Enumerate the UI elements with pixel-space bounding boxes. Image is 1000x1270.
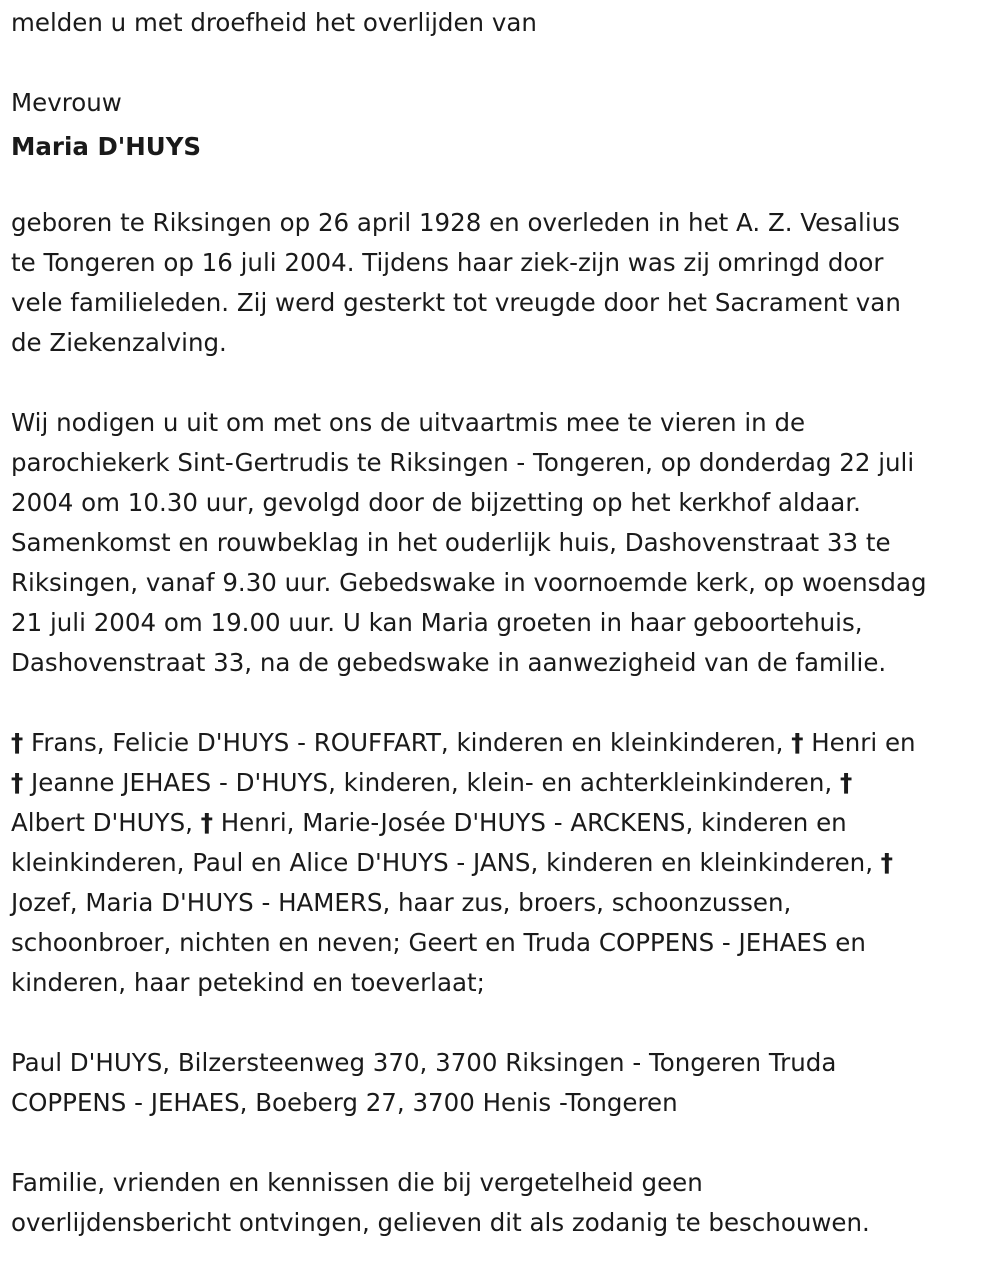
paragraph-line: [11, 723, 996, 763]
cross-icon: †: [839, 768, 853, 797]
family-text: Henri en: [803, 728, 916, 757]
paragraph-line: COPPENS - JEHAES, Boeberg 27, 3700 Henis -Tongeren: [11, 1088, 678, 1117]
family-text: Jeanne JEHAES - D'HUYS, kinderen, klein- en achterkleinkinderen,: [23, 768, 840, 797]
paragraph-line: [11, 803, 996, 843]
paragraph-line: Paul D'HUYS, Bilzersteenweg 370, 3700 Riksingen - Tongeren Truda: [11, 1048, 837, 1077]
paragraph-line: 2004 om 10.30 uur, gevolgd door de bijzetting op het kerkhof aldaar.: [11, 488, 861, 517]
family-text: Henri, Marie-Josée D'HUYS - ARCKENS, kinderen en: [212, 808, 847, 837]
salutation: Mevrouw: [11, 88, 122, 117]
paragraph-line: schoonbroer, nichten en neven; Geert en Truda COPPENS - JEHAES en: [11, 928, 866, 957]
paragraph-line: parochiekerk Sint-Gertrudis te Riksingen - Tongeren, op donderdag 22 juli: [11, 448, 915, 477]
spacer: [11, 683, 996, 723]
paragraph-line: vele familieleden. Zij werd gesterkt tot vreugde door het Sacrament van: [11, 288, 901, 317]
closing-paragraph: [11, 1163, 996, 1243]
cross-icon: †: [880, 848, 894, 877]
spacer: [11, 1123, 996, 1163]
family-paragraph: [11, 723, 996, 1003]
paragraph-line: Dashovenstraat 33, na de gebedswake in aanwezigheid van de familie.: [11, 648, 887, 677]
paragraph-line: te Tongeren op 16 juli 2004. Tijdens haar ziek-zijn was zij omringd door: [11, 248, 884, 277]
spacer: [11, 43, 996, 83]
paragraph-line: Jozef, Maria D'HUYS - HAMERS, haar zus, broers, schoonzussen,: [11, 888, 792, 917]
addresses-paragraph: [11, 1043, 996, 1123]
paragraph-line: Riksingen, vanaf 9.30 uur. Gebedswake in voornoemde kerk, op woensdag: [11, 568, 927, 597]
intro-text: melden u met droefheid het overlijden van: [11, 8, 537, 37]
funeral-paragraph: [11, 403, 996, 683]
obituary-document: [11, 3, 996, 1243]
paragraph-line: 21 juli 2004 om 19.00 uur. U kan Maria groeten in haar geboortehuis,: [11, 608, 863, 637]
family-text: kleinkinderen, Paul en Alice D'HUYS - JANS, kinderen en kleinkinderen,: [11, 848, 881, 877]
spacer: [11, 1003, 996, 1043]
deceased-name: Maria D'HUYS: [11, 132, 202, 161]
cross-icon: †: [11, 768, 24, 797]
paragraph-line: Wij nodigen u uit om met ons de uitvaartmis mee te vieren in de: [11, 408, 806, 437]
family-text: Albert D'HUYS,: [11, 808, 201, 837]
paragraph-line: overlijdensbericht ontvingen, gelieven dit als zodanig te beschouwen.: [11, 1208, 870, 1237]
paragraph-line: Familie, vrienden en kennissen die bij vergetelheid geen: [11, 1168, 703, 1197]
spacer: [11, 171, 996, 203]
cross-icon: †: [791, 728, 804, 757]
paragraph-line: [11, 843, 996, 883]
paragraph-line: geboren te Riksingen op 26 april 1928 en overleden in het A. Z. Vesalius: [11, 208, 900, 237]
cross-icon: †: [200, 808, 213, 837]
family-text: Frans, Felicie D'HUYS - ROUFFART, kinderen en kleinkinderen,: [23, 728, 792, 757]
paragraph-line: Samenkomst en rouwbeklag in het ouderlijk huis, Dashovenstraat 33 te: [11, 528, 891, 557]
cross-icon: †: [11, 728, 24, 757]
paragraph-line: [11, 763, 996, 803]
paragraph-line: de Ziekenzalving.: [11, 328, 227, 357]
spacer: [11, 363, 996, 403]
birth-paragraph: [11, 203, 996, 363]
paragraph-line: kinderen, haar petekind en toeverlaat;: [11, 968, 485, 997]
